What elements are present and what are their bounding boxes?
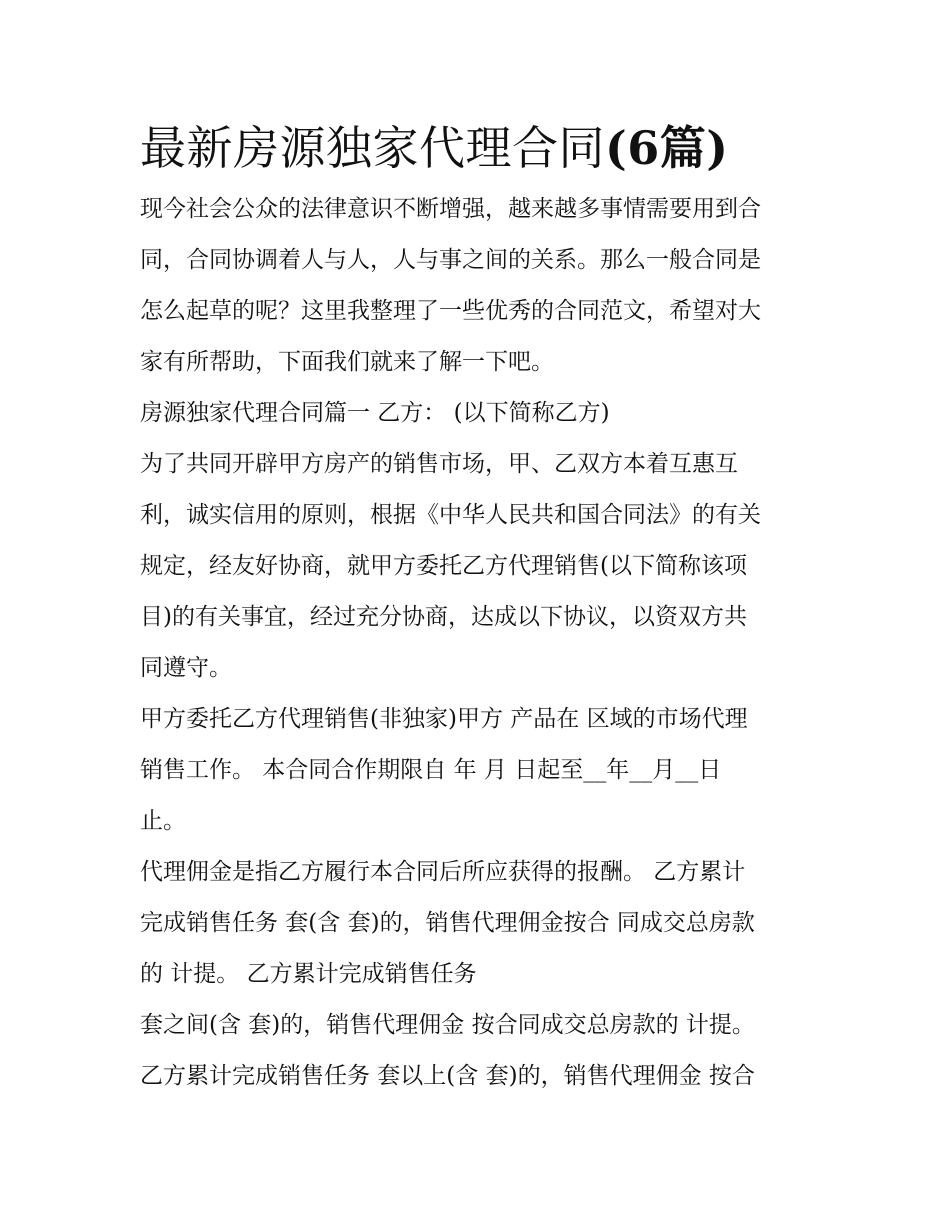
body-line: 为了共同开辟甲方房产的销售市场，甲、乙双方本着互惠互	[140, 451, 738, 477]
title-main: 最新房源独家代理合同	[140, 121, 605, 175]
body-line: 销售工作。 本合同合作期限自 年 月 日起至__年__月__日	[140, 757, 722, 783]
body-line: 止。	[140, 808, 186, 834]
body-line: 同，合同协调着人与人，人与事之间的关系。那么一般合同是	[140, 247, 761, 273]
body-line: 现今社会公众的法律意识不断增强，越来越多事情需要用到合	[140, 196, 761, 222]
body-line: 完成销售任务 套(含 套)的，销售代理佣金按合 同成交总房款	[140, 910, 755, 936]
body-line: 的 计提。 乙方累计完成销售任务	[140, 961, 477, 987]
body-line: 目)的有关事宜，经过充分协商，达成以下协议，以资双方共	[140, 604, 747, 630]
body-line: 房源独家代理合同篇一 乙方： (以下简称乙方)	[140, 400, 610, 426]
body-line: 同遵守。	[140, 655, 232, 681]
body-line: 规定，经友好协商，就甲方委托乙方代理销售(以下简称该项	[140, 553, 747, 579]
body-line: 利，诚实信用的原则，根据《中华人民共和国合同法》的有关	[140, 502, 761, 528]
document-body	[140, 184, 820, 1102]
body-line: 怎么起草的呢？这里我整理了一些优秀的合同范文，希望对大	[140, 298, 761, 324]
body-line: 甲方委托乙方代理销售(非独家)甲方 产品在 区域的市场代理	[140, 706, 748, 732]
body-line: 代理佣金是指乙方履行本合同后所应获得的报酬。 乙方累计	[140, 859, 746, 885]
body-line: 套之间(含 套)的，销售代理佣金 按合同成交总房款的 计提。	[140, 1012, 755, 1038]
body-line: 家有所帮助，下面我们就来了解一下吧。	[140, 349, 554, 375]
document-title	[140, 112, 820, 184]
title-suffix: (6篇)	[605, 121, 729, 175]
document-page	[140, 112, 820, 1102]
body-line: 乙方累计完成销售任务 套以上(含 套)的，销售代理佣金 按合	[140, 1063, 755, 1089]
